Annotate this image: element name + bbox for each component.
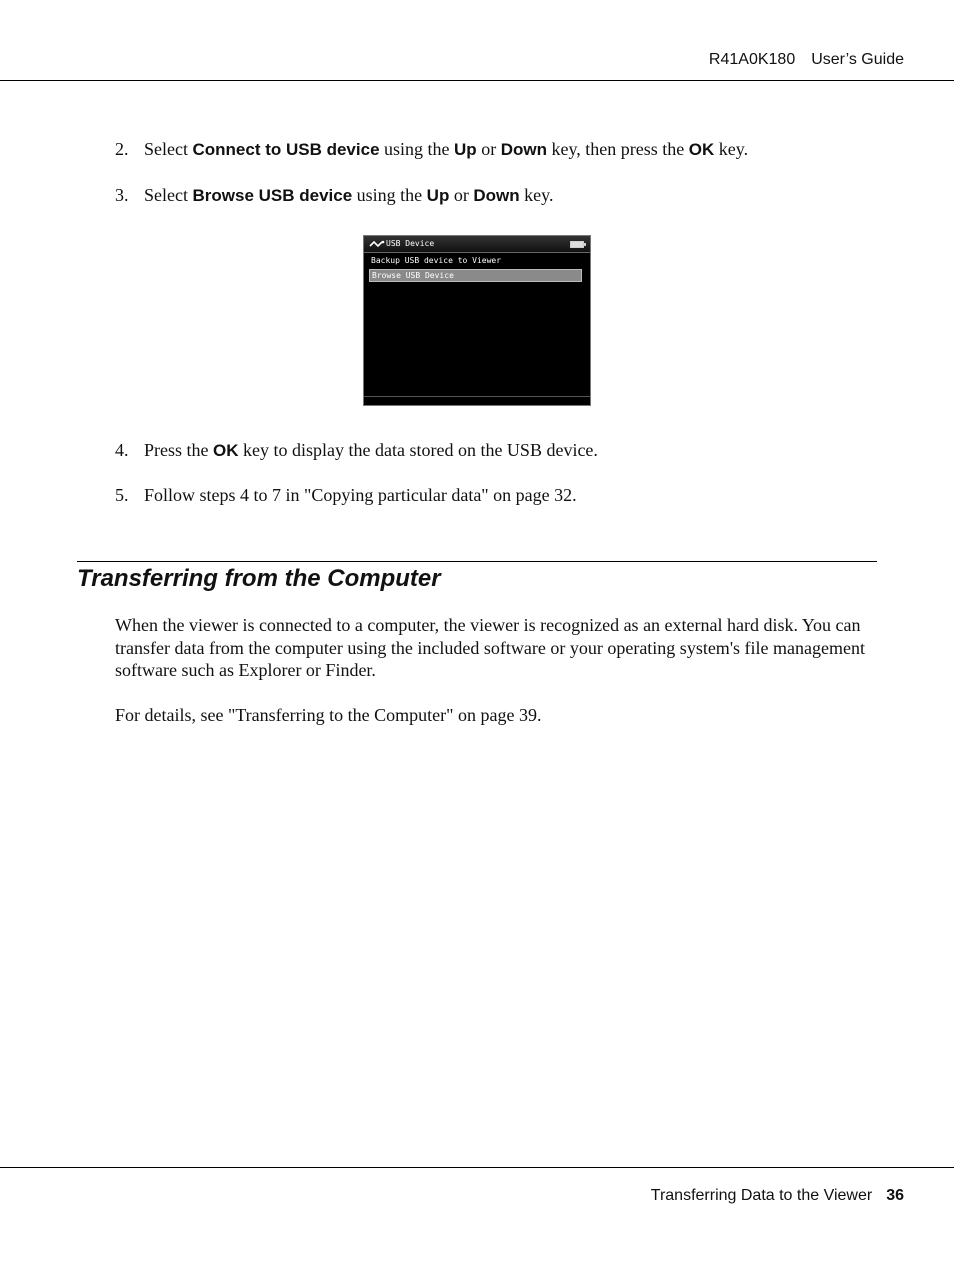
step-text: or <box>476 139 501 159</box>
step-number: 3. <box>115 185 129 205</box>
step-3 <box>115 184 553 207</box>
screen-titlebar <box>364 236 590 253</box>
doc-id: R41A0K180 <box>708 51 796 68</box>
key-name: OK <box>213 441 239 460</box>
menu-term: Connect to USB device <box>192 140 380 159</box>
key-name: Up <box>454 140 477 159</box>
page-header <box>709 51 904 69</box>
cross-reference-paragraph: For details, see "Transferring to the Computer" on page 39. <box>115 705 542 725</box>
step-text: Select <box>144 139 193 159</box>
usb-icon <box>369 239 385 249</box>
page-footer <box>651 1187 904 1205</box>
key-name: Up <box>426 186 450 205</box>
guide-title: User’s Guide <box>811 51 904 68</box>
key-name: Down <box>473 186 520 205</box>
chapter-title: Transferring Data to the Viewer <box>650 1187 873 1204</box>
step-text: Follow steps 4 to 7 in "Copying particular data" on page 32. <box>144 485 577 505</box>
header-divider <box>0 80 954 81</box>
step-text: key to display the data stored on the USB device. <box>238 440 598 460</box>
section-heading: Transferring from the Computer <box>77 565 441 592</box>
step-text: key, then press the <box>546 139 689 159</box>
step-2 <box>115 138 748 161</box>
menu-term: Browse USB device <box>192 186 353 205</box>
step-text: key. <box>519 185 554 205</box>
step-text: or <box>449 185 474 205</box>
page-number: 36 <box>886 1187 904 1204</box>
step-text: Press the <box>144 440 213 460</box>
step-number: 5. <box>115 485 129 505</box>
step-text: using the <box>379 139 455 159</box>
section-divider <box>77 561 877 562</box>
screen-bottom-bar <box>364 396 590 397</box>
menu-item-backup-usb[interactable]: Backup USB device to Viewer <box>371 256 502 265</box>
step-text: Select <box>144 185 193 205</box>
screen-title: USB Device <box>386 239 435 248</box>
step-4 <box>115 439 598 462</box>
body-paragraph: When the viewer is connected to a computer, the viewer is recognized as an external hard disk. You can transfer data from the computer using the included software or your operating system's file management software such as Explorer or Finder. <box>115 615 866 680</box>
key-name: Down <box>500 140 547 159</box>
key-name: OK <box>688 140 715 159</box>
battery-icon <box>570 241 584 248</box>
step-number: 2. <box>115 139 129 159</box>
step-number: 4. <box>115 440 129 460</box>
device-screen-screenshot <box>363 235 591 406</box>
step-text: key. <box>714 139 749 159</box>
step-text: using the <box>352 185 427 205</box>
footer-divider <box>0 1167 954 1168</box>
menu-item-browse-usb[interactable]: Browse USB Device <box>369 269 582 282</box>
step-5 <box>115 484 577 506</box>
